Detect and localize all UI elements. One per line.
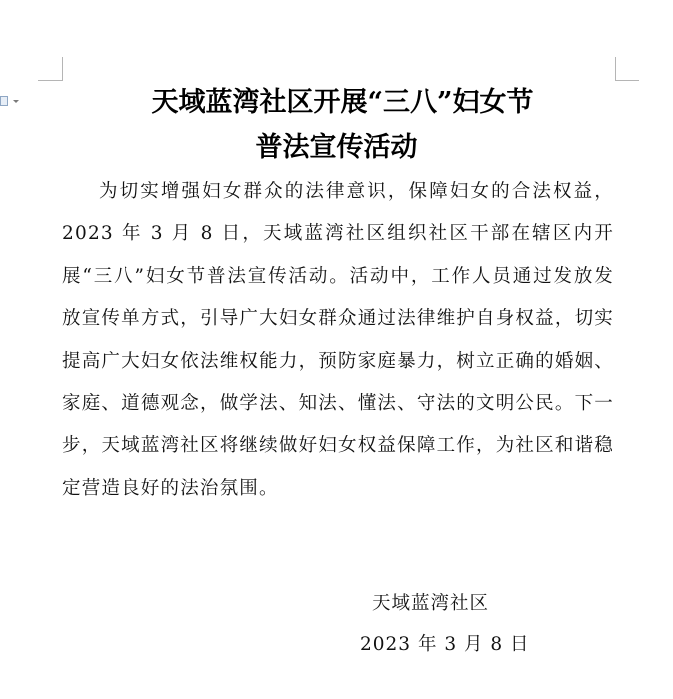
crop-mark-top-left-vertical — [62, 57, 63, 81]
crop-mark-top-left-horizontal — [38, 80, 62, 81]
crop-mark-top-right-vertical — [615, 57, 616, 81]
document-title-line-2: 普法宣传活动 — [255, 132, 418, 163]
signature-date: 2023 年 3 月 8 日 — [360, 634, 530, 655]
signature-organization: 天域蓝湾社区 — [372, 593, 490, 614]
crop-mark-top-right-horizontal — [615, 80, 639, 81]
document-body-paragraph: 为切实增强妇女群众的法律意识，保障妇女的合法权益，2023 年 3 月 8 日，天域蓝湾社区组织社区干部在辖区内开展“三八”妇女节普法宣传活动。活动中，工作人员通过发放发放宣传单方式，引导广大妇女群众通过法律维护自身权益，切实提高广大妇女依法维权能力，预防家庭暴力，树立正确的婚姻、家庭、道德观念，做学法、知法、懂法、守法的文明公民。下一步，天域蓝湾社区将继续做好妇女权益保障工作，为社区和谐稳定营造良好的法治氛围。 — [62, 181, 614, 499]
document-title-line-1: 天域蓝湾社区开展“三八”妇女节 — [151, 87, 534, 118]
